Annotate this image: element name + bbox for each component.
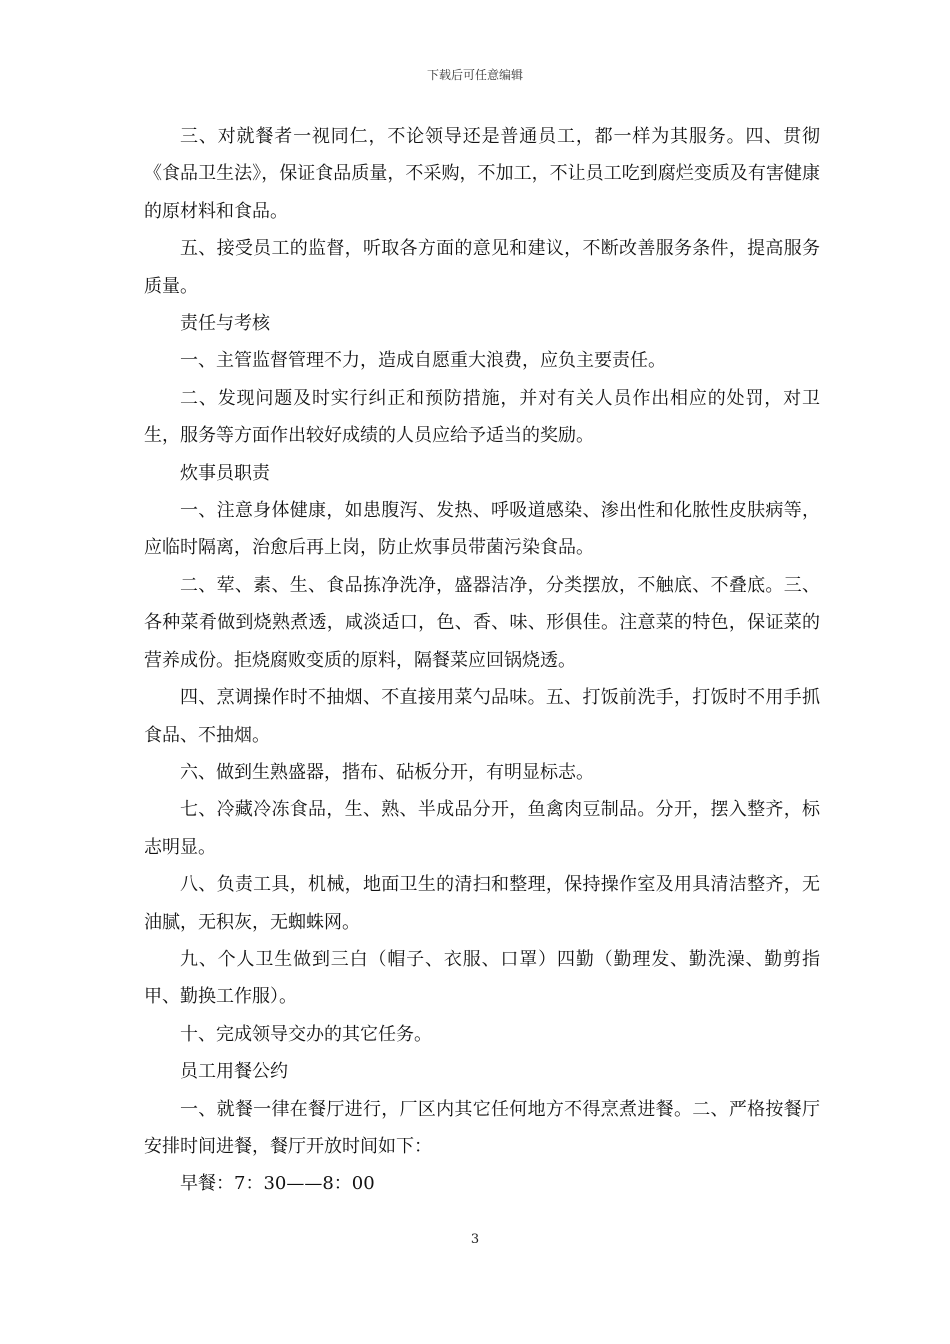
paragraph: 三、对就餐者一视同仁，不论领导还是普通员工，都一样为其服务。四、贯彻《食品卫生法》，保证食品质量，不采购，不加工，不让员工吃到腐烂变质及有害健康的原材料和食品。 [144, 126, 820, 222]
paragraph: 六、做到生熟盛器，揩布、砧板分开，有明显标志。 [180, 761, 594, 783]
paragraph: 一、就餐一律在餐厅进行，厂区内其它任何地方不得烹煮进餐。二、严格按餐厅安排时间进餐，餐厅开放时间如下： [144, 1098, 820, 1157]
page-number: 3 [470, 1232, 480, 1247]
paragraph: 二、荤、素、生、食品拣净洗净，盛器洁净，分类摆放，不触底、不叠底。三、各种菜肴做到烧熟煮透，咸淡适口，色、香、味、形俱佳。注意菜的特色，保证菜的营养成份。拒烧腐败变质的原料，隔餐菜应回锅烧透。 [144, 574, 820, 671]
paragraph: 八、负责工具，机械，地面卫生的清扫和整理，保持操作室及用具清洁整齐，无油腻，无积灰，无蜘蛛网。 [144, 874, 820, 933]
document-body [144, 118, 820, 1203]
paragraph: 七、冷藏冷冻食品，生、熟、半成品分开，鱼禽肉豆制品。分开，摆入整齐，标志明显。 [144, 799, 820, 858]
page-header-note: 下载后可任意编辑 [426, 68, 523, 82]
paragraph: 一、注意身体健康，如患腹泻、发热、呼吸道感染、渗出性和化脓性皮肤病等，应临时隔离，治愈后再上岗，防止炊事员带菌污染食品。 [144, 500, 820, 559]
section-heading: 责任与考核 [180, 313, 270, 335]
paragraph: 九、个人卫生做到三白（帽子、衣服、口罩）四勤（勤理发、勤洗澡、勤剪指甲、勤换工作服）。 [144, 948, 820, 1008]
paragraph: 一、主管监督管理不力，造成自愿重大浪费，应负主要责任。 [180, 350, 666, 372]
paragraph: 十、完成领导交办的其它任务。 [180, 1023, 432, 1045]
section-heading: 炊事员职责 [180, 462, 270, 484]
paragraph: 早餐：7：30——8：00 [180, 1173, 375, 1195]
paragraph: 四、烹调操作时不抽烟、不直接用菜勺品味。五、打饭前洗手，打饭时不用手抓食品、不抽烟。 [144, 687, 820, 746]
paragraph: 二、发现问题及时实行纠正和预防措施，并对有关人员作出相应的处罚，对卫生，服务等方面作出较好成绩的人员应给予适当的奖励。 [144, 387, 820, 447]
section-heading: 员工用餐公约 [180, 1061, 288, 1083]
paragraph: 五、接受员工的监督，听取各方面的意见和建议，不断改善服务条件，提高服务质量。 [144, 238, 820, 297]
